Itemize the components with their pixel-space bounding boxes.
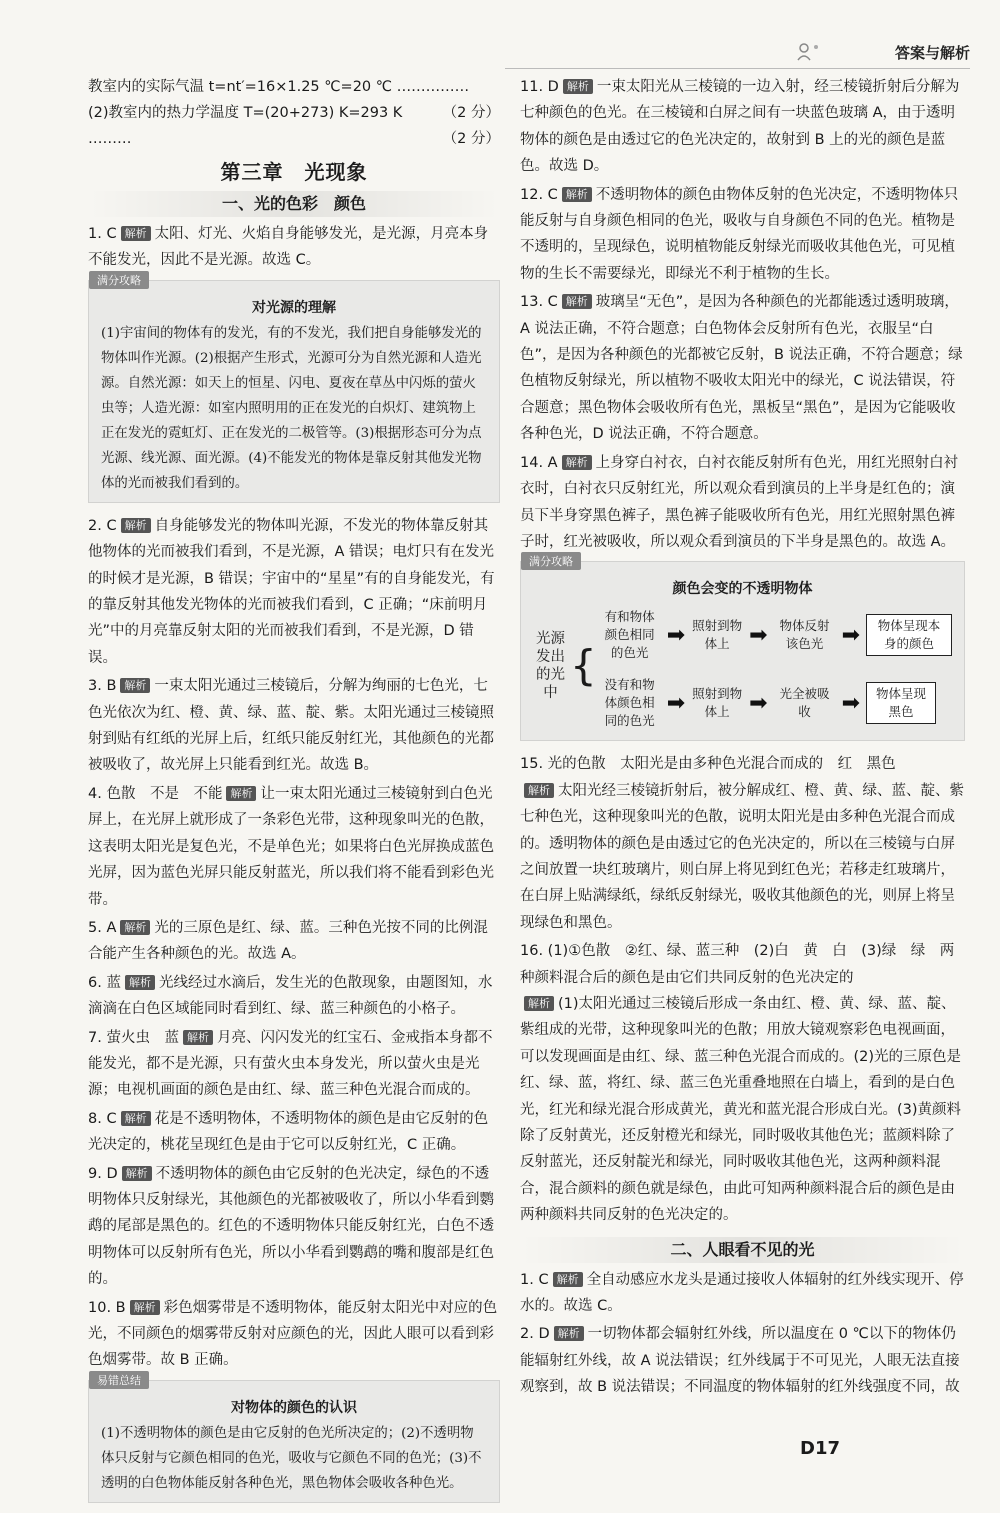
analysis-badge: 解析 <box>553 1272 583 1287</box>
analysis-badge: 解析 <box>524 996 554 1011</box>
analysis-badge: 解析 <box>130 1300 160 1315</box>
analysis-badge: 解析 <box>563 79 593 94</box>
question-7: 7. 萤火虫 蓝 解析 月亮、闪闪发光的红宝石、金戒指本身都不能发光，都不是光源，只有萤火虫本身发光，所以萤火虫是光源；电视机画面的颜色是由红、绿、蓝三种色光混合而成的。 <box>88 1029 493 1099</box>
question-10: 10. B 解析 彩色烟雾带是不透明物体，能反射太阳光中对应的色光，不同颜色的烟雾带反射对应颜色的光，因此人眼可以看到彩色烟雾带。故 B 正确。 <box>88 1299 498 1369</box>
analysis-badge: 解析 <box>122 1166 152 1181</box>
question-3: 3. B 解析 一束太阳光通过三棱镜后，分解为绚丽的七色光，七色光依次为红、橙、黄、绿、蓝、靛、紫。太阳光通过三棱镜照射到贴有红纸的光屏上后，红纸只能反射红光，其他颜色的光都被吸收了，故光屏上只能看到红光。故选 B。 <box>88 678 494 774</box>
flow-source: 光源发出的光中 <box>535 631 565 702</box>
question-15: 15. 光的色散 太阳光是由多种色光混合而成的 红 黑色 解析 太阳光经三棱镜折射后，被分解成红、橙、黄、绿、蓝、靛、紫七种色光，这种现象叫光的色散，说明太阳光是由多种色光混合而成的。透明物体的颜色是由透过它的色光决定的，所以在三棱镜与白屏之间放置一块红玻璃片，则白屏上将见到红色光；若移走红玻璃片，在白屏上贴满绿纸，绿纸反射绿光，吸收其他颜色的光，则屏上将呈现绿色和黑色。 <box>520 756 964 931</box>
points: （2 分） <box>442 105 500 121</box>
section2-question-1: 1. C 解析 全自动感应水龙头是通过接收人体辐射的红外线实现开、停水的。故选 C。 <box>520 1271 964 1315</box>
tip-box-object-color <box>88 1373 500 1503</box>
section2-question-2: 2. D 解析 一切物体都会辐射红外线，所以温度在 0 ℃以下的物体仍能辐射红外线，故 A 说法错误；红外线属于不可见光，人眼无法直接观察到，故 B 说法错误；不同温度的物体辐射的红外线强度不同，故 <box>520 1326 960 1396</box>
flow-row-1: 有和物体颜色相同的色光 ➡ 照射到物体上 ➡ 物体反射该色光 ➡ 物体呈现本身的颜色 <box>599 608 952 662</box>
question-9: 9. D 解析 不透明物体的颜色由它反射的色光决定，绿色的不透明物体只反射绿光，其他颜色的光都被吸收了，所以小华看到鹦鹉的尾部是黑色的。红色的不透明物体只能反射红光，白色不透明物体可以反射所有色光，所以小华看到鹦鹉的嘴和腹部是红色的。 <box>88 1165 494 1288</box>
question-5: 5. A 解析 光的三原色是红、绿、蓝。三种色光按不同的比例混合能产生各种颜色的光。故选 A。 <box>88 919 488 963</box>
flow-diagram <box>533 602 952 730</box>
analysis-badge: 解析 <box>554 1326 584 1341</box>
question-14: 14. A 解析 上身穿白衬衣，白衬衣能反射所有色光，用红光照射白衬衣时，白衬衣只反射红光，所以观众看到演员的上半身是红色的；演员下半身穿黑色裤子，黑色裤子能吸收所有色光，用红光照射黑色裤子时，红光被吸收，所以观众看到演员的下半身是黑色的。故选 A。 <box>520 454 959 550</box>
analysis-badge: 解析 <box>226 786 256 801</box>
analysis-badge: 解析 <box>120 678 150 693</box>
tip-label: 满分攻略 <box>521 552 581 570</box>
page-number: D17 <box>800 1438 840 1459</box>
tip-label: 满分攻略 <box>89 271 149 289</box>
arrow-icon: ➡ <box>841 690 860 716</box>
left-column <box>88 74 500 1513</box>
question-16: 16. (1)①色散 ②红、绿、蓝三种 (2)白 黄 白 (3)绿 绿 两种颜料混合后的颜色是由它们共同反射的色光决定的 解析 (1)太阳光通过三棱镜后形成一条由红、橙、黄、绿、蓝、靛、紫组成的光带，这种现象叫光的色散；用放大镜观察彩色电视画面，可以发现画面是由红、绿、蓝三种色光混合而成的。(2)光的三原色是红、绿、蓝，将红、绿、蓝三色光重叠地照在白墙上，看到的是白色光，红光和绿光混合形成黄光，黄光和蓝光混合形成白光。(3)黄颜料除了反射黄光，还反射橙光和绿光，同时吸收其他色光；蓝颜料除了反射蓝光，还反射靛光和绿光，同时吸收其他色光，这两种颜料混合，混合颜料的颜色就是绿色，由此可知两种颜料混合后的颜色是由两种颜料共同反射的色光决定的。 <box>520 943 962 1224</box>
chapter-title: 第三章 光现象 <box>220 160 368 184</box>
arrow-icon: ➡ <box>841 622 860 648</box>
analysis-badge: 解析 <box>562 294 592 309</box>
result-box: 物体呈现黑色 <box>866 682 936 724</box>
question-6: 6. 蓝 解析 光线经过水滴后，发生光的色散现象，由题图知，水滴滴在白色区域能同时看到红、绿、蓝三种颜色的小格子。 <box>88 974 493 1018</box>
tip-title: 对光源的理解 <box>252 299 336 316</box>
header-divider <box>505 68 970 69</box>
arrow-icon: ➡ <box>749 622 768 648</box>
arrow-icon: ➡ <box>749 690 768 716</box>
arrow-icon: ➡ <box>666 622 686 648</box>
question-12: 12. C 解析 不透明物体的颜色由物体反射的色光决定，不透明物体只能反射与自身颜色相同的色光，吸收与自身颜色不同的色光。植物是不透明的，呈现绿色，说明植物能反射绿光而吸收其他色光，可见植物的生长不需要绿光，即绿光不利于植物的生长。 <box>520 186 959 282</box>
analysis-badge: 解析 <box>125 975 155 990</box>
tip-box-color-diagram <box>520 555 965 741</box>
analysis-badge: 解析 <box>120 920 150 935</box>
tip-body: (1)宇宙间的物体有的发光，有的不发光，我们把自身能够发光的物体叫作光源。(2)根据产生形式，光源可分为自然光源和人造光源。自然光源：如天上的恒星、闪电、夏夜在草丛中闪烁的萤火虫等；人造光源：如室内照明用的正在发光的白炽灯、建筑物上正在发光的霓虹灯、正在发光的二极管等。(3)根据形态可分为点光源、线光源、面光源。(4)不能发光的物体是靠反射其他发光物体的光而被我们看到的。 <box>101 325 482 491</box>
question-8: 8. C 解析 花是不透明物体，不透明物体的颜色是由它反射的色光决定的，桃花呈现红色是由于它可以反射红光，C 正确。 <box>88 1110 489 1154</box>
analysis-badge: 解析 <box>121 1111 151 1126</box>
question-13: 13. C 解析 玻璃呈“无色”，是因为各种颜色的光都能透过透明玻璃，A 说法正确，不符合题意；白色物体会反射所有色光，衣服呈“白色”，是因为各种颜色的光都被它反射，B 说法正确，不符合题意；绿色植物反射绿光，所以植物不吸收太阳光中的绿光，C 说法错误，符合题意；黑色物体会吸收所有色光，黑板呈“黑色”，是因为它能吸收各种色光，D 说法正确，不符合题意。 <box>520 294 963 443</box>
analysis-badge: 解析 <box>562 187 592 202</box>
points: （2 分） <box>442 131 500 147</box>
tip-title: 颜色会变的不透明物体 <box>672 581 813 598</box>
question-4: 4. 色散 不是 不能 解析 让一束太阳光通过三棱镜射到白色光屏上，在光屏上就形成了一条彩色光带，这种现象叫光的色散，这表明太阳光是复色光，不是单色光；如果将白色光屏换成蓝色光屏，因为蓝色光屏只能反射蓝光，所以我们将不能看到彩色光带。 <box>88 785 494 908</box>
analysis-badge: 解析 <box>121 518 151 533</box>
right-column <box>520 74 965 1403</box>
question-1: 1. C 解析 太阳、灯光、火焰自身能够发光，是光源，月亮本身不能发光，因此不是光源。故选 C。 <box>88 226 489 269</box>
brace-icon: { <box>569 641 597 691</box>
section-title: 一、光的色彩 颜色 <box>88 191 500 217</box>
question-2: 2. C 解析 自身能够发光的物体叫光源，不发光的物体靠反射其他物体的光而被我们看到，不是光源，A 错误；电灯只有在发光的时候才是光源，B 错误；宇宙中的“星星”有的自身能发光，有的靠反射其他发光物体的光而被我们看到，C 正确；“床前明月光”中的月亮靠反射太阳的光而被我们看到，不是光源，D 错误。 <box>88 517 495 666</box>
top-line-2: (2)教室内的热力学温度 T=(20+273) K=293 K ……… （2 分） <box>88 100 500 152</box>
analysis-badge: 解析 <box>121 226 151 241</box>
flow-row-2: 没有和物体颜色相同的色光 ➡ 照射到物体上 ➡ 光全被吸收 ➡ 物体呈现黑色 <box>599 676 952 730</box>
analysis-badge: 解析 <box>562 455 592 470</box>
question-11: 11. D 解析 一束太阳光从三棱镜的一边入射，经三棱镜折射后分解为七种颜色的色光。在三棱镜和白屏之间有一块蓝色玻璃 A，由于透明物体的颜色是由透过它的色光决定的，故射到 B 上的光的颜色是蓝色。故选 D。 <box>520 79 960 175</box>
top-line-1: 教室内的实际气温 t=nt′=16×1.25 ℃=20 ℃ …………… （2 分） <box>88 74 500 100</box>
tip-title: 对物体的颜色的认识 <box>231 1399 357 1416</box>
analysis-badge: 解析 <box>524 783 554 798</box>
tip-body: (1)不透明物体的颜色是由它反射的色光所决定的；(2)不透明物体只反射与它颜色相同的色光，吸收与它颜色不同的色光；(3)不透明的白色物体能反射各种色光，黑色物体会吸收各种色光。 <box>101 1425 482 1491</box>
arrow-icon: ➡ <box>666 690 686 716</box>
tip-box-light-source <box>88 273 500 503</box>
section-title-2: 二、人眼看不见的光 <box>520 1237 965 1263</box>
header-tag: 答案与解析 <box>894 44 970 62</box>
analysis-badge: 解析 <box>183 1030 213 1045</box>
answer-person-icon <box>796 42 822 62</box>
tip-label: 易错总结 <box>89 1371 149 1389</box>
result-box: 物体呈现本身的颜色 <box>866 614 952 656</box>
